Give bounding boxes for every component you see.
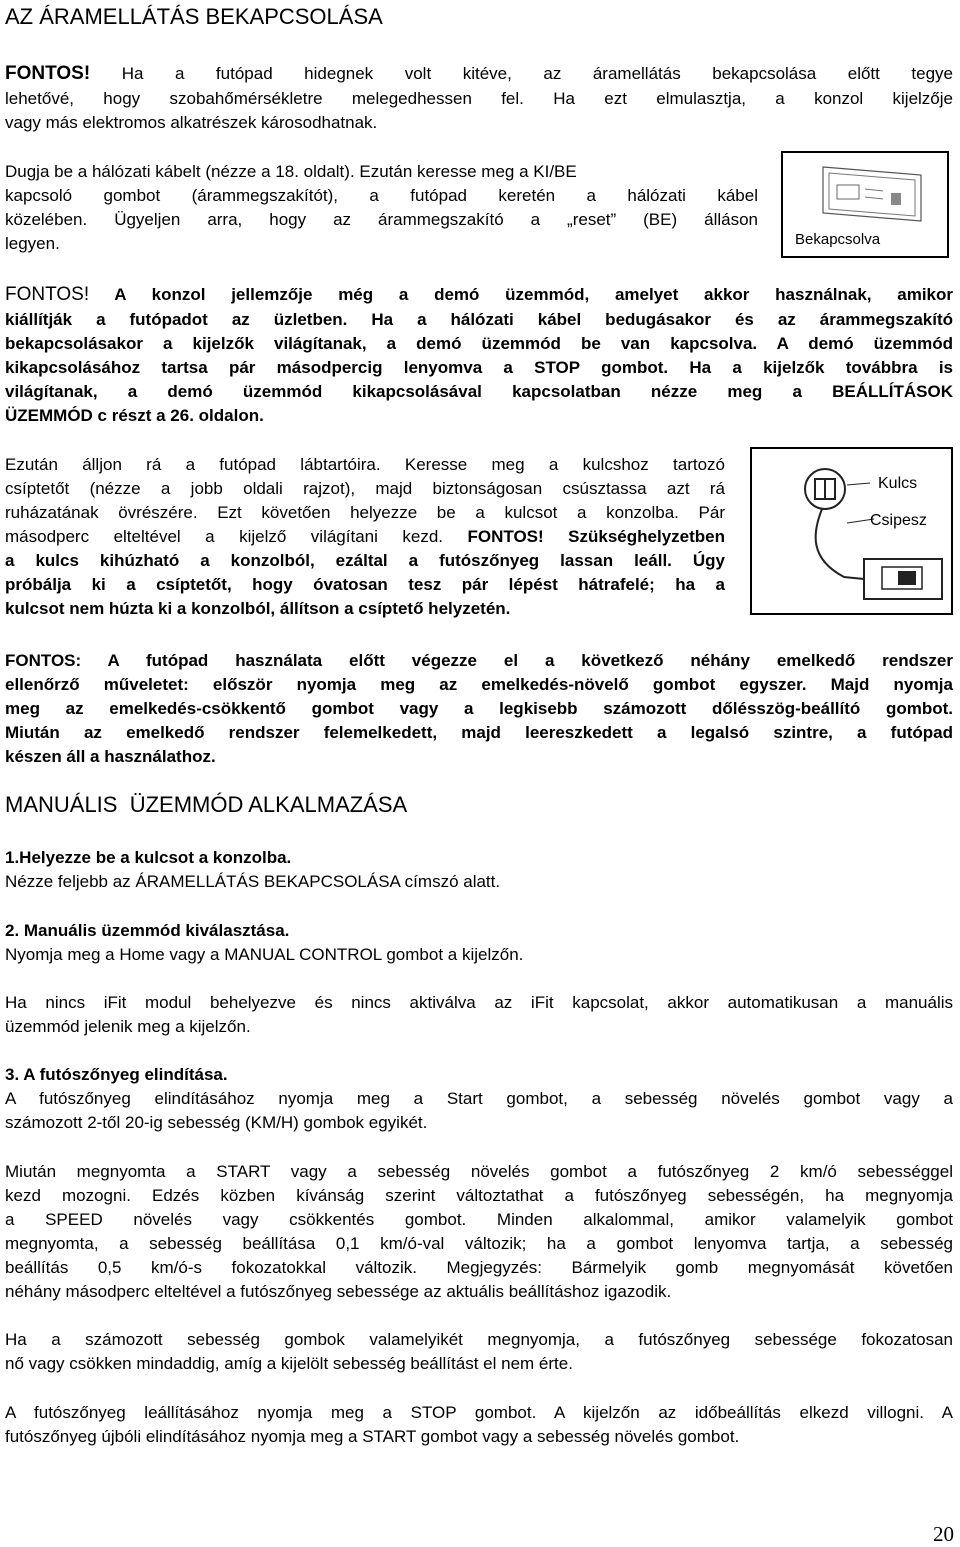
section-title-power: AZ ÁRAMELLÁTÁS BEKAPCSOLÁSA xyxy=(5,4,383,29)
paragraph-line: Ezután álljon rá a futópad lábtartóira. Keresse meg a kulcshoz tartozó xyxy=(5,455,725,474)
paragraph-line: kulcsot nem húzta ki a konzolból, állítson a csíptető helyzetén. xyxy=(5,599,511,618)
paragraph-line: futószőnyeg újbóli elindításához nyomja meg a START gombot vagy a sebesség növelés gombot. xyxy=(5,1427,740,1446)
paragraph-line: kikapcsolásához tartsa pár másodpercig lenyomva a STOP gombot. Ha a kijelzők továbbra is xyxy=(5,358,953,377)
paragraph-line: ÜZEMMÓD c részt a 26. oldalon. xyxy=(5,406,264,425)
paragraph-line: FONTOS: A futópad használata előtt végezze el a következő néhány emelkedő rendszer xyxy=(5,651,953,670)
paragraph-line: legyen. xyxy=(5,234,60,253)
key-clip-figure xyxy=(750,447,953,615)
paragraph-line: üzemmód jelenik meg a kijelzőn. xyxy=(5,1017,251,1036)
paragraph-line: beállítás 0,5 km/ó-s fokozatokkal változik. Megjegyzés: Bármelyik gomb megnyomását követően xyxy=(5,1258,953,1277)
key-clip-drawing xyxy=(752,449,951,613)
paragraph-line: ruházatának övrészére. Ezt követően helyezze be a kulcsot a konzolba. Pár xyxy=(5,503,725,522)
paragraph-line: Miután az emelkedő rendszer felemelkedett, majd leereszkedett a legalsó szintre, a futópad xyxy=(5,723,953,742)
paragraph-line: bekapcsolásakor a kijelzők világítanak, a demó üzemmód be van kapcsolva. A demó üzemmód xyxy=(5,334,953,353)
paragraph-line xyxy=(5,64,953,84)
paragraph-line: Ha nincs iFit modul behelyezve és nincs aktiválva az iFit kapcsolat, akkor automatikusan a manuális xyxy=(5,993,953,1012)
paragraph-line: világítanak, a demó üzemmód kikapcsolásával kapcsolatban nézze meg a BEÁLLÍTÁSOK xyxy=(5,382,953,401)
figure-label-on: Bekapcsolva xyxy=(795,231,881,248)
step-title: 2. Manuális üzemmód kiválasztása. xyxy=(5,921,290,940)
text-run: másodperc elteltével a kijelző világítani kezd. xyxy=(5,527,444,546)
paragraph-line: kiállítják a futópadot az üzletben. Ha a hálózati kábel bedugásakor és az árammegszakító xyxy=(5,310,953,329)
paragraph-line: néhány másodperc elteltével a futószőnyeg sebessége az aktuális beállításhoz igazodik. xyxy=(5,1282,672,1301)
paragraph-line: A futószőnyeg leállításához nyomja meg a STOP gombot. A kijelzőn az időbeállítás elkezd villogni. A xyxy=(5,1403,953,1422)
paragraph-line: Ha a számozott sebesség gombok valamelyikét megnyomja, a futószőnyeg sebessége fokozatosan xyxy=(5,1330,953,1349)
paragraph-line: a SPEED növelés vagy csökkentés gombot. Minden alkalommal, amikor valamelyik gombot xyxy=(5,1210,953,1229)
text-run: Ha a futópad hidegnek volt kitéve, az áramellátás bekapcsolása előtt tegye xyxy=(121,64,953,83)
paragraph-line xyxy=(5,285,953,305)
paragraph-line xyxy=(5,527,725,547)
step-text: Nézze feljebb az ÁRAMELLÁTÁS BEKAPCSOLÁSA címszó alatt. xyxy=(5,872,501,891)
text-run: A konzol jellemzője még a demó üzemmód, amelyet akkor használnak, amikor xyxy=(114,285,954,304)
paragraph-line: meg az emelkedés-csökkentő gombot vagy a legkisebb számozott dőlésszög-beállító gombot. xyxy=(5,699,953,718)
page-number: 20 xyxy=(933,1522,954,1546)
paragraph-line: számozott 2-től 20-ig sebesség (KM/H) gombok egyikét. xyxy=(5,1113,428,1132)
paragraph-line: Dugja be a hálózati kábelt (nézze a 18. oldalt). Ezután keresse meg a KI/BE xyxy=(5,162,577,181)
paragraph-line: próbálja ki a csíptetőt, hogy óvatosan tesz pár lépést hátrafelé; ha a xyxy=(5,575,725,594)
step-title: 1.Helyezze be a kulcsot a konzolba. xyxy=(5,848,292,867)
important-label: FONTOS! xyxy=(5,284,90,305)
paragraph-line: kezd mozogni. Edzés közben kívánság szerint változtathat a futószőnyeg sebességén, ha megnyomja xyxy=(5,1186,953,1205)
figure-label-clip: Csipesz xyxy=(870,512,927,529)
step-text: Nyomja meg a Home vagy a MANUAL CONTROL gombot a kijelzőn. xyxy=(5,945,524,964)
paragraph-line: közelében. Ügyeljen arra, hogy az árammegszakító a „reset” (BE) álláson xyxy=(5,210,758,229)
section-title-manual-mode: MANUÁLIS ÜZEMMÓD ALKALMAZÁSA xyxy=(5,792,408,817)
paragraph-line: Miután megnyomta a START vagy a sebesség növelés gombot a futószőnyeg 2 km/ó sebességgel xyxy=(5,1162,953,1181)
paragraph-line: megnyomta, a sebesség beállítása 0,1 km/ó-val változik; ha a gombot lenyomva tartja, a sebesség xyxy=(5,1234,953,1253)
text-run-bold: FONTOS! Szükséghelyzetben xyxy=(467,527,725,546)
important-label: FONTOS! xyxy=(5,63,91,84)
paragraph-line: készen áll a használathoz. xyxy=(5,747,216,766)
paragraph-line: ellenőrző műveletet: először nyomja meg az emelkedés-növelő gombot egyszer. Majd nyomja xyxy=(5,675,953,694)
paragraph-line: nő vagy csökken mindaddig, amíg a kijelölt sebesség beállítást el nem érte. xyxy=(5,1354,573,1373)
paragraph-line: csíptetőt (nézze a jobb oldali rajzot), majd biztonságosan csúsztassa azt rá xyxy=(5,479,725,498)
paragraph-line: vagy más elektromos alkatrészek károsodhatnak. xyxy=(5,113,378,132)
step-title: 3. A futószőnyeg elindítása. xyxy=(5,1065,228,1084)
paragraph-line: A futószőnyeg elindításához nyomja meg a Start gombot, a sebesség növelés gombot vagy a xyxy=(5,1089,953,1108)
figure-label-key: Kulcs xyxy=(878,475,918,492)
power-switch-figure xyxy=(781,151,949,258)
paragraph-line: lehetővé, hogy szobahőmérsékletre melegedhessen fel. Ha ezt elmulasztja, a konzol kijelzője xyxy=(5,89,953,108)
paragraph-line: a kulcs kihúzható a konzolból, ezáltal a futószőnyeg lassan leáll. Úgy xyxy=(5,551,725,570)
paragraph-line: kapcsoló gombot (árammegszakítót), a futópad keretén a hálózati kábel xyxy=(5,186,758,205)
